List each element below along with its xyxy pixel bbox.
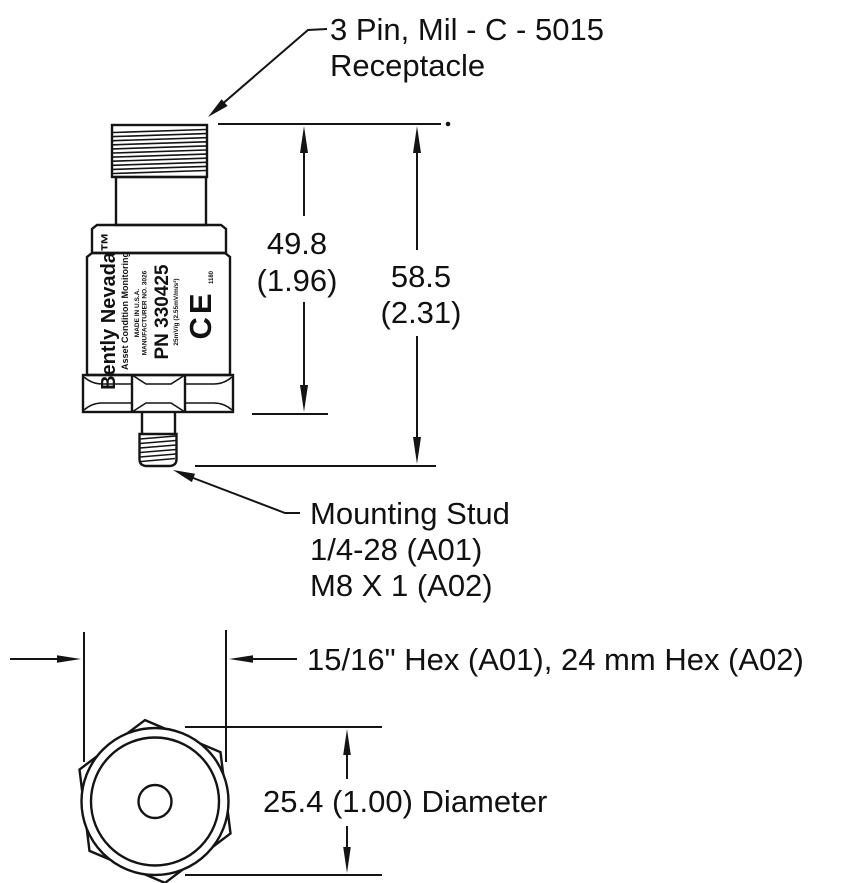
dimension-group-side bbox=[173, 12, 604, 603]
arrow-down-icon bbox=[300, 385, 308, 412]
leader-line bbox=[188, 476, 300, 513]
stud-label-line2: 1/4-28 (A01) bbox=[310, 532, 483, 567]
manufacturer-text: MANUFACTURER NO. 3026 bbox=[141, 270, 149, 356]
hex-dim-label: 15/16" Hex (A01), 24 mm Hex (A02) bbox=[307, 642, 804, 677]
arrow-left-icon bbox=[229, 655, 253, 663]
receptacle-callout bbox=[208, 12, 604, 117]
arrow-right-icon bbox=[57, 655, 81, 663]
receptacle-neck bbox=[116, 177, 206, 225]
arrow-up-icon bbox=[343, 729, 351, 755]
hex-chamfer-bm bbox=[132, 403, 185, 412]
arrow-down-icon bbox=[343, 847, 351, 873]
dim-49-8-mm: 49.8 bbox=[266, 226, 328, 261]
hex-end-figure bbox=[80, 720, 231, 883]
hex-chamfer-tm bbox=[132, 375, 185, 384]
ce-mark: CE bbox=[183, 290, 218, 340]
dim-58-5-mm: 58.5 bbox=[390, 259, 452, 294]
stud-threads bbox=[140, 436, 176, 462]
diameter-dim-label: 25.4 (1.00) Diameter bbox=[263, 784, 548, 819]
dimension-58-5 bbox=[381, 126, 462, 464]
side-view bbox=[83, 125, 233, 466]
arrow-up-icon bbox=[300, 126, 308, 153]
end-view bbox=[10, 630, 804, 883]
stud-label-line1: Mounting Stud bbox=[310, 496, 510, 531]
body-diameter-circle bbox=[82, 728, 229, 875]
leader-arrow-icon bbox=[173, 470, 195, 482]
mounting-stud bbox=[140, 412, 177, 466]
dimension-49-8 bbox=[257, 126, 338, 412]
stud-callout bbox=[173, 470, 510, 603]
body-product-label bbox=[98, 232, 218, 390]
receptacle-connector bbox=[112, 125, 207, 225]
arrow-up-icon bbox=[413, 126, 421, 153]
stray-dot bbox=[446, 122, 451, 127]
made-in-text: MADE IN U.S.A. bbox=[134, 288, 141, 338]
dim-49-8-in: (1.96) bbox=[256, 263, 338, 298]
brand-text: Bently Nevada™ bbox=[98, 232, 120, 390]
dim-58-5-in: (2.31) bbox=[380, 295, 462, 330]
hex-chamfer-bl bbox=[84, 403, 131, 410]
hex-chamfer-tr bbox=[186, 377, 232, 384]
ce-number: 1180 bbox=[209, 270, 215, 284]
tagline-text: Asset Condition Monitoring bbox=[120, 252, 130, 370]
arrow-down-icon bbox=[413, 437, 421, 464]
hex-chamfer-br bbox=[186, 403, 232, 410]
part-number-text: PN 330425 bbox=[152, 264, 173, 360]
leader-line bbox=[213, 29, 327, 112]
dimension-diameter bbox=[185, 727, 547, 875]
receptacle-label-line1: 3 Pin, Mil - C - 5015 bbox=[330, 12, 604, 47]
receptacle-threads bbox=[113, 130, 206, 174]
receptacle-label-line2: Receptacle bbox=[330, 48, 486, 83]
stud-label-line3: M8 X 1 (A02) bbox=[310, 568, 493, 603]
sensitivity-text: 25mV/g (2.55mV/m/s²) bbox=[173, 278, 180, 346]
